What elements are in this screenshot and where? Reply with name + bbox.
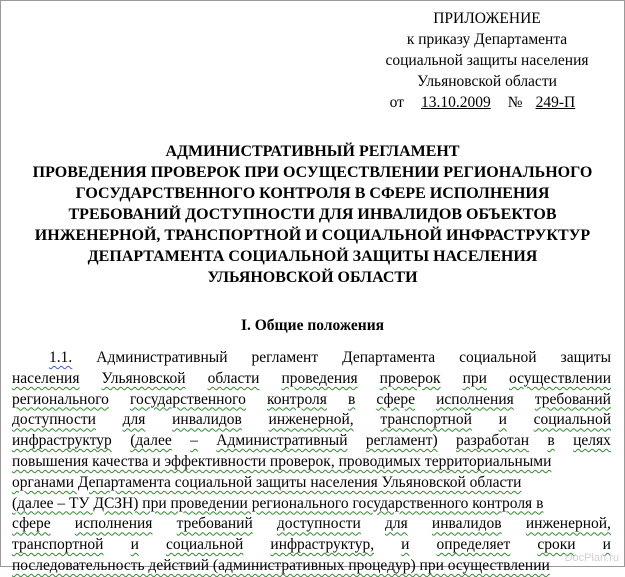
number-prefix: №	[507, 94, 523, 111]
title-line: ПРОВЕДЕНИЯ ПРОВЕРОК ПРИ ОСУЩЕСТВЛЕНИИ РЕГИОНАЛЬНОГО	[32, 164, 593, 181]
paragraph-word: Административный	[216, 432, 348, 450]
paragraph-word: последовательность действий (административных процедур) при осуществлении	[12, 556, 550, 574]
paragraph-line	[12, 535, 611, 556]
paragraph-word: исполнения	[436, 390, 514, 408]
paragraph-word: инфраструктур,	[270, 536, 375, 554]
paragraph-word: (далее – ТУ ДСЗН) при проведении регионального государственного контроля в	[12, 494, 544, 512]
annex-title: ПРИЛОЖЕНИЕ	[433, 10, 541, 27]
paragraph-line	[12, 556, 611, 577]
paragraph-word: инженерной,	[268, 411, 354, 429]
paragraph-line	[12, 410, 611, 431]
paragraph-word: и	[602, 536, 611, 554]
paragraph-line	[12, 390, 611, 411]
annex-department-line: социальной защиты населения	[385, 52, 589, 69]
paragraph-line	[12, 369, 611, 390]
annex-order-line: к приказу Департамента	[406, 31, 568, 48]
order-date: 13.10.2009	[420, 94, 491, 111]
paragraph-word: (далее	[130, 432, 172, 450]
paragraph-word: области	[207, 369, 260, 387]
paragraph-word: Административный	[96, 349, 228, 366]
paragraph-word: повышения качества и эффективности проверок, проводимых территориальными	[12, 452, 552, 470]
paragraph-line	[12, 348, 611, 369]
paragraph-word: инфраструктур	[12, 432, 112, 450]
paragraph-word: транспортной	[12, 536, 104, 554]
paragraph-line	[12, 494, 611, 515]
paragraph-word: регламент)	[365, 432, 438, 450]
paragraph-word: сроки	[537, 536, 576, 554]
paragraph-word: Департамента	[342, 349, 436, 366]
paragraph-word: и	[498, 411, 507, 429]
paragraph-word: защиты	[560, 349, 611, 366]
paragraph-word: проверок	[379, 369, 441, 387]
title-line: ИНЖЕНЕРНОЙ, ТРАНСПОРТНОЙ И СОЦИАЛЬНОЙ ИНФРАСТРУКТУР	[34, 227, 591, 244]
paragraph-word: в	[547, 432, 555, 450]
paragraph-word: определяет	[436, 536, 511, 554]
paragraph-word: при	[462, 369, 487, 387]
annex-date-number-line	[362, 92, 612, 113]
paragraph-word: –	[190, 432, 198, 450]
paragraph-line	[12, 452, 611, 473]
paragraph-word: проведения	[281, 369, 358, 387]
paragraph-word: сфере	[12, 515, 51, 533]
title-line: ГОСУДАРСТВЕННОГО КОНТРОЛЯ В СФЕРЕ ИСПОЛНЕНИЯ	[75, 185, 550, 202]
paragraph-word: инженерной,	[525, 515, 611, 533]
paragraph-word: доступности	[12, 411, 96, 429]
watermark: DocPlan.ru	[564, 552, 619, 564]
title-line: ТРЕБОВАНИЙ ДОСТУПНОСТИ ДЛЯ ИНВАЛИДОВ ОБЪЕКТОВ	[68, 206, 557, 223]
annex-region-line: Ульяновской области	[417, 73, 557, 90]
paragraph-word: разработан	[456, 432, 529, 450]
paragraph-word: населения	[12, 369, 80, 387]
document-title	[0, 141, 625, 288]
paragraph-word: инвалидов	[172, 411, 242, 429]
section-heading: I. Общие положения	[240, 317, 385, 334]
paragraph-word: для	[122, 411, 146, 429]
order-number: 249-П	[535, 94, 576, 111]
title-line: ДЕПАРТАМЕНТА СОЦИАЛЬНОЙ ЗАЩИТЫ НАСЕЛЕНИЯ	[87, 248, 538, 265]
paragraph-word: инвалидов	[431, 515, 502, 533]
paragraph-word: целях	[573, 432, 611, 450]
paragraph-word: и	[130, 536, 139, 554]
paragraph-word: требований	[534, 390, 611, 408]
paragraph-word: транспортной	[380, 411, 472, 429]
paragraph-word: социальной	[165, 536, 244, 554]
paragraph-line	[12, 431, 611, 452]
paragraph-number: 1.1.	[49, 349, 73, 366]
paragraph-word: контроля	[266, 390, 327, 408]
paragraph-word: органами Департамента социальной защиты населения Ульяновской области	[12, 473, 522, 491]
paragraph-word: исполнения	[74, 515, 153, 533]
paragraph-word: в	[347, 390, 356, 408]
paragraph-line	[12, 473, 611, 494]
paragraph-word: социальной	[533, 411, 611, 429]
paragraph-word: требований	[176, 515, 253, 533]
title-line: АДМИНИСТРАТИВНЫЙ РЕГЛАМЕНТ	[165, 143, 460, 160]
paragraph-word: Ульяновской	[101, 369, 186, 387]
paragraph-word: и	[401, 536, 410, 554]
title-line: УЛЬЯНОВСКОЙ ОБЛАСТИ	[207, 269, 418, 286]
paragraph-line	[12, 514, 611, 535]
paragraph-word: сфере	[376, 390, 416, 408]
paragraph-word: для	[384, 515, 408, 533]
paragraph-word: государственного	[130, 390, 246, 408]
paragraph-1-1	[12, 348, 611, 577]
paragraph-word: регламент	[251, 349, 319, 366]
paragraph-word: регионального	[12, 390, 109, 408]
paragraph-word: осуществлении	[508, 369, 611, 387]
date-prefix: от	[389, 94, 404, 111]
paragraph-word: доступности	[276, 515, 361, 533]
paragraph-word: социальной	[459, 349, 537, 366]
annex-block	[362, 8, 612, 113]
